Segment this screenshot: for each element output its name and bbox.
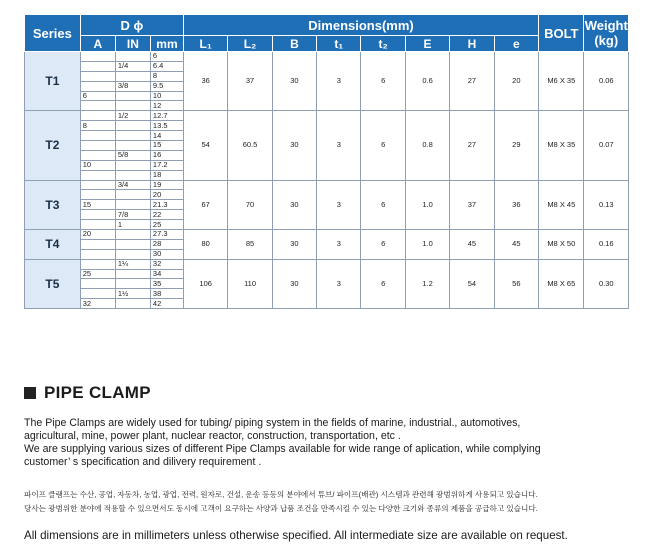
a-cell (80, 71, 115, 81)
mm-cell: 9.5 (150, 81, 183, 91)
mm-cell: 13.5 (150, 121, 183, 131)
e-small-cell: 45 (494, 230, 538, 260)
mm-cell: 38 (150, 289, 183, 299)
e-cell: 0.8 (405, 111, 449, 180)
mm-cell: 15 (150, 141, 183, 151)
mm-cell: 18 (150, 170, 183, 180)
a-cell (80, 249, 115, 259)
series-cell: T5 (25, 259, 81, 308)
header-weight-line1: Weight (584, 18, 628, 33)
table-row (25, 180, 629, 190)
l2-cell: 37 (228, 52, 272, 111)
e-small-cell: 29 (494, 111, 538, 180)
header-mm: mm (150, 36, 183, 52)
in-cell (115, 190, 150, 200)
mm-cell: 6 (150, 52, 183, 62)
a-cell: 32 (80, 299, 115, 309)
b-cell: 30 (272, 52, 316, 111)
a-cell (80, 150, 115, 160)
a-cell: 8 (80, 121, 115, 131)
a-cell: 15 (80, 200, 115, 210)
header-l2: L₂ (228, 36, 272, 52)
header-in: IN (115, 36, 150, 52)
e-cell: 1.0 (405, 180, 449, 229)
weight-cell: 0.13 (584, 180, 629, 229)
t1-cell: 3 (317, 111, 361, 180)
description-english (24, 417, 634, 469)
in-cell (115, 249, 150, 259)
pipe-clamp-spec-table (24, 14, 629, 309)
header-t2: t₂ (361, 36, 405, 52)
weight-cell: 0.06 (584, 52, 629, 111)
b-cell: 30 (272, 111, 316, 180)
l1-cell: 36 (183, 52, 227, 111)
t1-cell: 3 (317, 180, 361, 229)
header-diameter: D ϕ (80, 15, 183, 36)
mm-cell: 6.4 (150, 61, 183, 71)
in-cell (115, 170, 150, 180)
in-cell (115, 52, 150, 62)
table-row (25, 52, 629, 62)
bolt-cell: M8 X 35 (539, 111, 584, 180)
spec-table-body (25, 52, 629, 309)
mm-cell: 25 (150, 220, 183, 230)
mm-cell: 22 (150, 210, 183, 220)
a-cell (80, 131, 115, 141)
a-cell (80, 180, 115, 190)
l1-cell: 80 (183, 230, 227, 260)
header-dimensions: Dimensions(mm) (183, 15, 538, 36)
description-korean (24, 488, 634, 516)
in-cell: 1 (115, 220, 150, 230)
bolt-cell: M8 X 65 (539, 259, 584, 308)
header-b: B (272, 36, 316, 52)
in-cell (115, 200, 150, 210)
h-cell: 27 (450, 52, 494, 111)
header-bolt: BOLT (539, 15, 584, 52)
l2-cell: 85 (228, 230, 272, 260)
in-cell: 1½ (115, 289, 150, 299)
weight-cell: 0.30 (584, 259, 629, 308)
header-e: E (405, 36, 449, 52)
a-cell (80, 289, 115, 299)
in-cell (115, 269, 150, 279)
mm-cell: 8 (150, 71, 183, 81)
mm-cell: 20 (150, 190, 183, 200)
a-cell (80, 170, 115, 180)
a-cell (80, 210, 115, 220)
a-cell (80, 220, 115, 230)
t1-cell: 3 (317, 52, 361, 111)
mm-cell: 30 (150, 249, 183, 259)
header-l1: L₁ (183, 36, 227, 52)
a-cell (80, 81, 115, 91)
in-cell: 1¼ (115, 259, 150, 269)
mm-cell: 21.3 (150, 200, 183, 210)
square-bullet-icon (24, 387, 36, 399)
l1-cell: 54 (183, 111, 227, 180)
t2-cell: 6 (361, 180, 405, 229)
in-cell: 7/8 (115, 210, 150, 220)
bolt-cell: M6 X 35 (539, 52, 584, 111)
mm-cell: 12.7 (150, 111, 183, 121)
header-weight-line2: (kg) (594, 33, 619, 48)
description-en-line: customer’ s specification and dilivery requirement . (24, 456, 262, 468)
h-cell: 54 (450, 259, 494, 308)
series-cell: T3 (25, 180, 81, 229)
mm-cell: 42 (150, 299, 183, 309)
series-cell: T2 (25, 111, 81, 180)
h-cell: 27 (450, 111, 494, 180)
description-kr-line: 당사는 광범위한 분야에 적용할 수 있으면서도 동시에 고객이 요구하는 사양과 납품 조건을 만족시킬 수 있는 다양한 크기와 종류의 제품을 공급하고 있습니다. (24, 504, 538, 513)
table-row (25, 230, 629, 240)
a-cell (80, 101, 115, 111)
e-cell: 1.0 (405, 230, 449, 260)
t2-cell: 6 (361, 259, 405, 308)
in-cell (115, 279, 150, 289)
b-cell: 30 (272, 180, 316, 229)
in-cell (115, 131, 150, 141)
weight-cell: 0.07 (584, 111, 629, 180)
in-cell (115, 141, 150, 151)
header-weight (584, 15, 629, 52)
l2-cell: 60.5 (228, 111, 272, 180)
in-cell (115, 299, 150, 309)
mm-cell: 16 (150, 150, 183, 160)
h-cell: 45 (450, 230, 494, 260)
weight-cell: 0.16 (584, 230, 629, 260)
in-cell (115, 121, 150, 131)
b-cell: 30 (272, 230, 316, 260)
in-cell: 3/8 (115, 81, 150, 91)
mm-cell: 35 (150, 279, 183, 289)
e-small-cell: 36 (494, 180, 538, 229)
l2-cell: 70 (228, 180, 272, 229)
header-series: Series (25, 15, 81, 52)
mm-cell: 12 (150, 101, 183, 111)
in-cell (115, 91, 150, 101)
t1-cell: 3 (317, 230, 361, 260)
t1-cell: 3 (317, 259, 361, 308)
h-cell: 37 (450, 180, 494, 229)
description-en-line: agricultural, mine, power plant, nuclear reactor, construction, transportation, etc . (24, 430, 401, 442)
t2-cell: 6 (361, 230, 405, 260)
in-cell: 1/2 (115, 111, 150, 121)
description-en-line: The Pipe Clamps are widely used for tubing/ piping system in the fields of marine, industrial., automotives, (24, 417, 521, 429)
e-cell: 0.6 (405, 52, 449, 111)
mm-cell: 34 (150, 269, 183, 279)
in-cell (115, 101, 150, 111)
section-heading (24, 383, 151, 403)
l2-cell: 110 (228, 259, 272, 308)
header-a: A (80, 36, 115, 52)
a-cell: 6 (80, 91, 115, 101)
in-cell (115, 239, 150, 249)
a-cell (80, 279, 115, 289)
a-cell (80, 190, 115, 200)
in-cell: 1/4 (115, 61, 150, 71)
t2-cell: 6 (361, 111, 405, 180)
mm-cell: 28 (150, 239, 183, 249)
a-cell: 10 (80, 160, 115, 170)
in-cell (115, 230, 150, 240)
l1-cell: 106 (183, 259, 227, 308)
section-title: PIPE CLAMP (44, 383, 151, 402)
bolt-cell: M8 X 45 (539, 180, 584, 229)
in-cell: 3/4 (115, 180, 150, 190)
mm-cell: 10 (150, 91, 183, 101)
a-cell (80, 52, 115, 62)
mm-cell: 17.2 (150, 160, 183, 170)
a-cell (80, 239, 115, 249)
mm-cell: 27.3 (150, 230, 183, 240)
mm-cell: 19 (150, 180, 183, 190)
e-small-cell: 56 (494, 259, 538, 308)
e-small-cell: 20 (494, 52, 538, 111)
series-cell: T1 (25, 52, 81, 111)
table-row (25, 111, 629, 121)
a-cell: 25 (80, 269, 115, 279)
a-cell (80, 141, 115, 151)
description-en-line: We are supplying various sizes of different Pipe Clamps available for wide range of aplication, while complying (24, 443, 541, 455)
a-cell (80, 111, 115, 121)
footnote: All dimensions are in millimeters unless otherwise specified. All intermediate size are available on request. (24, 529, 568, 542)
a-cell (80, 259, 115, 269)
b-cell: 30 (272, 259, 316, 308)
l1-cell: 67 (183, 180, 227, 229)
bolt-cell: M8 X 50 (539, 230, 584, 260)
in-cell: 5/8 (115, 150, 150, 160)
header-t1: t₁ (317, 36, 361, 52)
a-cell (80, 61, 115, 71)
a-cell: 20 (80, 230, 115, 240)
in-cell (115, 160, 150, 170)
header-e-small: e (494, 36, 538, 52)
t2-cell: 6 (361, 52, 405, 111)
table-row (25, 259, 629, 269)
series-cell: T4 (25, 230, 81, 260)
in-cell (115, 71, 150, 81)
mm-cell: 14 (150, 131, 183, 141)
header-h: H (450, 36, 494, 52)
description-kr-line: 파이프 클램프는 수산, 공업, 자동차, 농업, 광업, 전력, 원자로, 건설, 운송 등등의 분야에서 튜브/ 파이프(배관) 시스템과 관련해 광범위하게 사용되고 있습니다. (24, 490, 538, 499)
mm-cell: 32 (150, 259, 183, 269)
e-cell: 1.2 (405, 259, 449, 308)
